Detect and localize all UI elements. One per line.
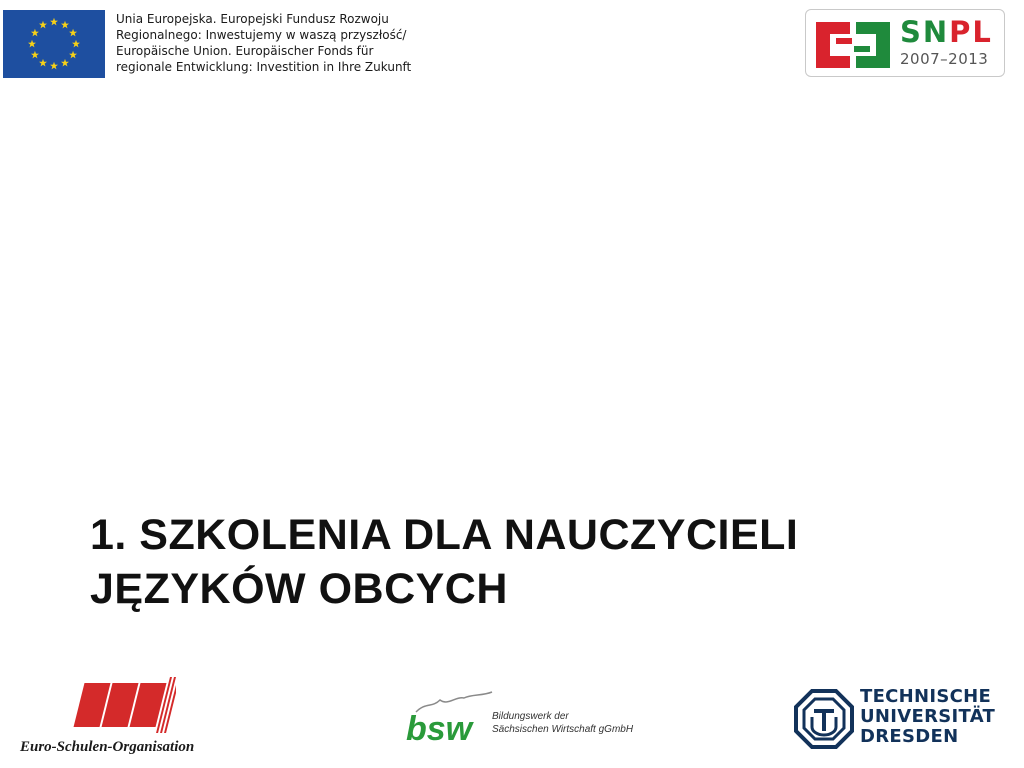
tud-line-3: DRESDEN (860, 726, 959, 747)
eso-logo (16, 677, 226, 763)
snpl-years: 2007–2013 (900, 50, 989, 68)
tu-dresden-wordmark (860, 687, 995, 747)
snpl-emblem-icon (814, 18, 892, 70)
tud-t-mark (814, 709, 834, 731)
bsw-name (492, 710, 633, 736)
eso-emblem-icon (72, 677, 176, 733)
tu-dresden-logo (794, 687, 1009, 753)
eu-notice-line-2: Regionalnego: Inwestujemy w waszą przyszłość/ (116, 28, 407, 42)
snpl-wordmark-pl: PL (949, 15, 993, 49)
bsw-name-line-2: Sächsischen Wirtschaft gGmbH (492, 724, 634, 735)
bsw-logo (402, 690, 652, 752)
slide-title (90, 508, 950, 616)
slide-title-line-2: JĘZYKÓW OBCYCH (90, 565, 508, 613)
slide-title-line-1: 1. SZKOLENIA DLA NAUCZYCIELI (90, 511, 799, 559)
tud-line-1: TECHNISCHE (860, 686, 992, 707)
eu-notice-line-1: Unia Europejska. Europejski Fundusz Rozwoju (116, 12, 389, 26)
snpl-red-bar (836, 38, 852, 44)
snpl-wordmark (900, 15, 1000, 49)
tud-line-2: UNIVERSITÄT (860, 706, 996, 727)
bsw-mark-text: bsw (406, 710, 473, 748)
eu-notice-line-3: Europäische Union. Europäischer Fonds für (116, 44, 374, 58)
tu-dresden-emblem-icon (794, 689, 854, 749)
eu-funding-notice (116, 11, 476, 75)
snpl-green-shape (856, 22, 890, 68)
bsw-swoosh (416, 692, 492, 712)
bsw-emblem-icon (402, 690, 494, 748)
snpl-red-shape (816, 22, 850, 68)
eu-flag-logo (3, 10, 105, 78)
snpl-green-bar (854, 46, 870, 52)
snpl-logo (805, 9, 1005, 77)
eso-caption: Euro-Schulen-Organisation (20, 739, 195, 755)
bsw-name-line-1: Bildungswerk der (492, 711, 569, 722)
snpl-wordmark-sn: SN (900, 15, 950, 49)
eu-notice-line-4: regionale Entwicklung: Investition in Ihre Zukunft (116, 60, 412, 74)
